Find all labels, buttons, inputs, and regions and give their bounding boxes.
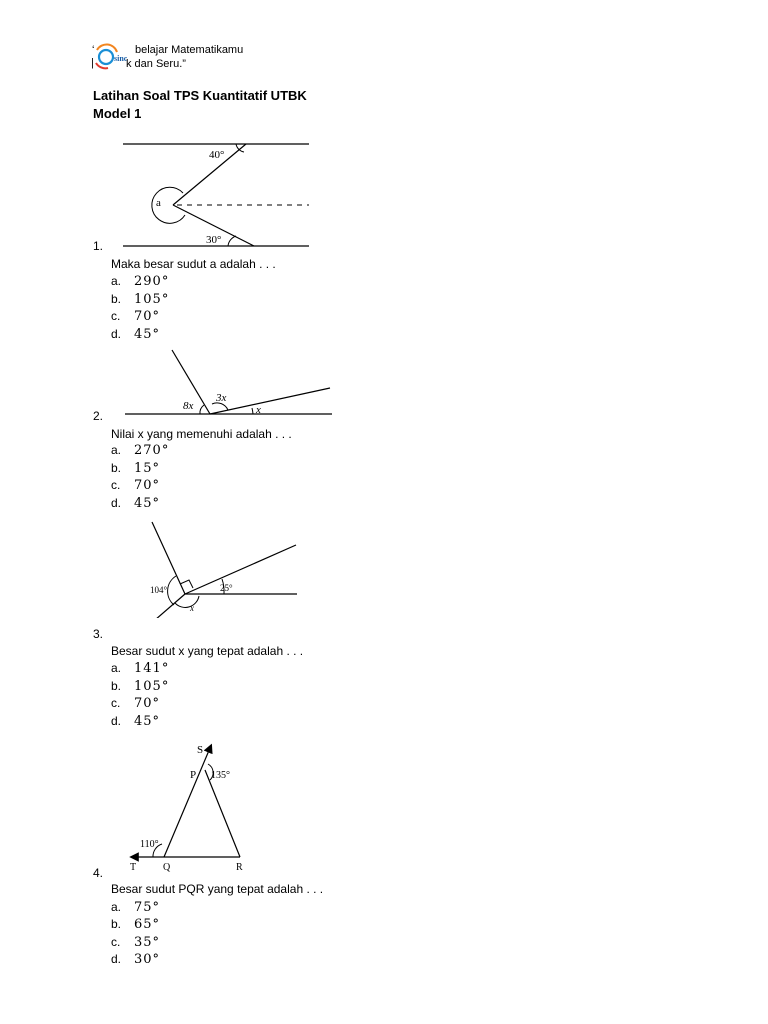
answer-option[interactable] — [111, 496, 160, 513]
tagline-mark: ‘ — [92, 44, 95, 56]
figure-label: Q — [163, 862, 171, 873]
option-label: d. — [111, 714, 122, 728]
answer-option[interactable] — [111, 917, 160, 934]
figure-q1 — [118, 136, 318, 250]
option-label: c. — [111, 309, 121, 323]
answer-option[interactable] — [111, 696, 160, 713]
ray-upper-right — [185, 545, 296, 594]
answer-option[interactable] — [111, 679, 169, 696]
option-label: a. — [111, 661, 122, 675]
figure-label: 135° — [211, 770, 230, 781]
figure-label: R — [236, 862, 243, 873]
question-number: 1. — [93, 239, 104, 253]
angle-arc-30 — [228, 236, 236, 246]
option-label: d. — [111, 952, 122, 966]
answer-option[interactable] — [111, 714, 160, 731]
question-prompt: Nilai x yang memenuhi adalah . . . — [111, 427, 292, 441]
ray-qs — [164, 748, 210, 857]
option-label: c. — [111, 478, 121, 492]
side-pr — [205, 770, 240, 857]
option-label: b. — [111, 292, 122, 306]
option-value: 45° — [134, 714, 161, 729]
option-value: 45° — [134, 496, 161, 511]
question-prompt: Besar sudut x yang tepat adalah . . . — [111, 644, 304, 658]
question-prompt: Besar sudut PQR yang tepat adalah . . . — [111, 882, 324, 896]
option-label: a. — [111, 274, 122, 288]
option-label: b. — [111, 679, 122, 693]
figure-label: x — [190, 603, 194, 613]
tagline-mark: | — [91, 57, 94, 69]
figure-label: 25° — [220, 583, 233, 593]
ray-upper-left — [152, 522, 185, 594]
option-value: 105° — [134, 292, 170, 307]
answer-option[interactable] — [111, 661, 169, 678]
logo-wordmark: sinc — [114, 54, 128, 63]
question-number: 4. — [93, 866, 104, 880]
option-value: 45° — [134, 327, 161, 342]
answer-option[interactable] — [111, 478, 160, 495]
figure-label: S — [197, 744, 204, 756]
option-label: d. — [111, 327, 122, 341]
figure-label: a — [156, 197, 161, 209]
angle-arc-104 — [168, 576, 176, 605]
figure-label: 40° — [209, 149, 225, 161]
figure-q2 — [120, 346, 335, 418]
answer-option[interactable] — [111, 935, 160, 952]
option-value: 270° — [134, 443, 170, 458]
tagline-line-1: belajar Matematikamu — [135, 44, 244, 56]
document-title: Latihan Soal TPS Kuantitatif UTBK — [93, 88, 307, 103]
document-subtitle: Model 1 — [93, 106, 142, 121]
question-number: 2. — [93, 409, 104, 423]
angle-arc-x — [252, 408, 253, 414]
option-value: 15° — [134, 461, 161, 476]
option-value: 290° — [134, 274, 170, 289]
option-label: a. — [111, 443, 122, 457]
figure-label: 30° — [206, 234, 222, 246]
answer-option[interactable] — [111, 292, 169, 309]
option-value: 70° — [134, 478, 161, 493]
angle-arc-8x — [200, 405, 204, 414]
answer-option[interactable] — [111, 952, 160, 969]
answer-option[interactable] — [111, 900, 160, 917]
figure-label: 110° — [140, 839, 159, 850]
figure-label: 8x — [183, 400, 194, 412]
question-prompt: Maka besar sudut a adalah . . . — [111, 257, 276, 271]
figure-label: T — [130, 862, 137, 873]
answer-option[interactable] — [111, 309, 160, 326]
option-value: 70° — [134, 696, 161, 711]
option-value: 65° — [134, 917, 161, 932]
answer-option[interactable] — [111, 443, 169, 460]
question-number: 3. — [93, 627, 104, 641]
angle-arc-x — [175, 596, 199, 607]
option-label: b. — [111, 917, 122, 931]
option-label: c. — [111, 696, 121, 710]
option-value: 35° — [134, 935, 161, 950]
figure-q4 — [120, 740, 260, 875]
option-value: 75° — [134, 900, 161, 915]
answer-option[interactable] — [111, 327, 160, 344]
figure-label: 104° — [150, 585, 168, 595]
figure-label: 3x — [216, 392, 227, 404]
right-ray — [210, 388, 330, 414]
answer-option[interactable] — [111, 461, 160, 478]
option-label: b. — [111, 461, 122, 475]
figure-label: P — [190, 769, 197, 781]
option-label: a. — [111, 900, 122, 914]
option-label: d. — [111, 496, 122, 510]
option-value: 105° — [134, 679, 170, 694]
tagline-line-2: k dan Seru.” — [126, 58, 186, 70]
figure-q3 — [140, 518, 305, 618]
option-value: 30° — [134, 952, 161, 967]
option-value: 70° — [134, 309, 161, 324]
figure-label: x — [256, 404, 261, 416]
option-label: c. — [111, 935, 121, 949]
option-value: 141° — [134, 661, 170, 676]
answer-option[interactable] — [111, 274, 169, 291]
